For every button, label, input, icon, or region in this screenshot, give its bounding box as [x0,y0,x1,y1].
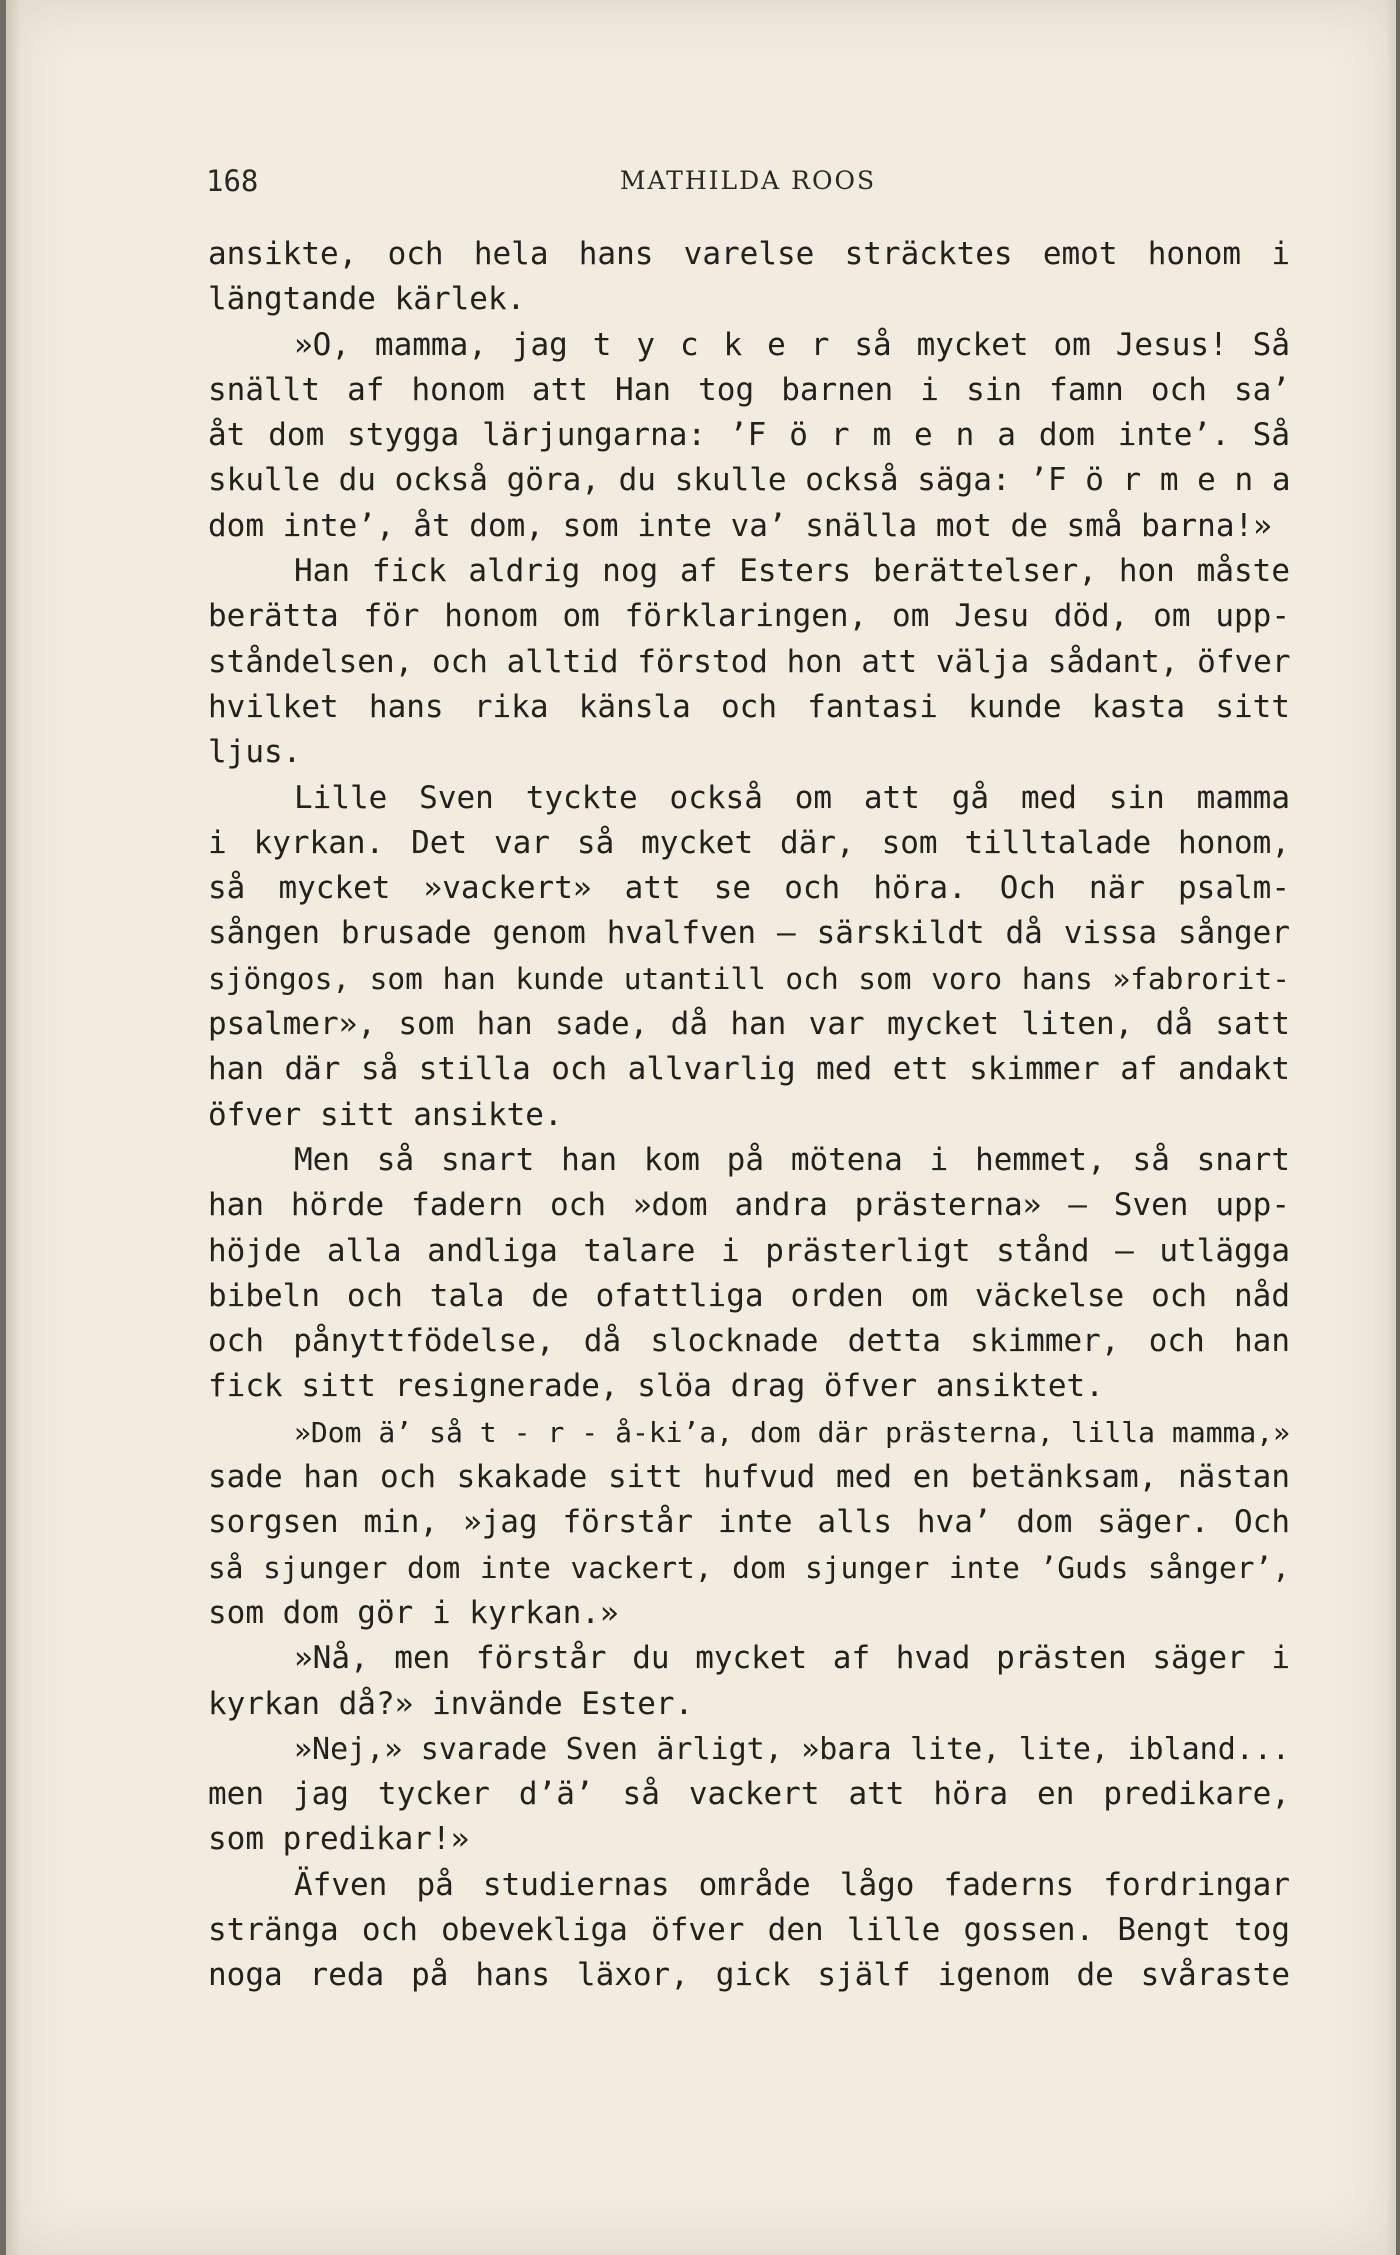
text-line: Men så snart han kom på mötena i hemmet, så snart [294,1141,1290,1178]
text-line: »O, mamma, jag t y c k e r så mycket om Jesus! Så [294,326,1290,363]
text-line: längtande kärlek. [208,281,526,318]
text-line: fick sitt resignerade, slöa drag öfver ansiktet. [208,1368,1104,1405]
text-line: han hörde fadern och »dom andra prästerna» — Sven upp- [208,1187,1290,1224]
page-number: 168 [206,164,259,198]
text-line: så mycket »vackert» att se och höra. Och när psalm- [208,870,1290,907]
text-line: men jag tycker d’ä’ så vackert att höra en predikare, [208,1776,1290,1813]
text-line: stränga och obevekliga öfver den lille gossen. Bengt tog [208,1911,1290,1948]
body-text [208,232,1290,1999]
text-line: öfver sitt ansikte. [208,1096,563,1133]
text-line: åt dom stygga lärjungarna: ’F ö r m e n a dom inte’. Så [208,417,1290,454]
text-line: kyrkan då?» invände Ester. [208,1685,694,1722]
text-line: ljus. [208,734,302,771]
text-line: skulle du också göra, du skulle också säga: ’F ö r m e n a [208,462,1290,499]
text-line: ansikte, och hela hans varelse sträcktes emot honom i [208,236,1290,272]
text-line: »Nej,» svarade Sven ärligt, »bara lite, lite, ibland... [294,1731,1290,1767]
book-page [6,0,1396,2255]
text-line: bibeln och tala de ofattliga orden om väckelse och nåd [208,1277,1290,1314]
text-line: sade han och skakade sitt hufvud med en betänksam, nästan [208,1459,1290,1496]
page-header [206,164,1290,200]
text-line: ståndelsen, och alltid förstod hon att välja sådant, öfver [208,643,1290,680]
text-line: dom inte’, åt dom, som inte va’ snälla mot de små barna!» [208,507,1272,544]
text-line: så sjunger dom inte vackert, dom sjunger inte ’Guds sånger’, [208,1550,1290,1585]
text-line: Han fick aldrig nog af Esters berättelser, hon måste [294,553,1290,590]
text-line: snällt af honom att Han tog barnen i sin famn och sa’ [208,371,1290,408]
text-line: och pånyttfödelse, då slocknade detta skimmer, och han [208,1323,1290,1360]
text-line: »Nå, men förstår du mycket af hvad prästen säger i [294,1640,1290,1677]
text-line: psalmer», som han sade, då han var mycket liten, då satt [208,1006,1290,1043]
text-line: noga reda på hans läxor, gick själf igenom de svåraste [208,1957,1290,1994]
text-line: Lille Sven tyckte också om att gå med sin mamma [294,779,1290,816]
running-head: MATHILDA ROOS [619,166,877,195]
text-line: hvilket hans rika känsla och fantasi kunde kasta sitt [208,688,1290,725]
text-line: som dom gör i kyrkan.» [208,1594,619,1631]
text-line: höjde alla andliga talare i prästerligt stånd — utlägga [208,1232,1290,1269]
text-line: sorgsen min, »jag förstår inte alls hva’ dom säger. Och [208,1504,1290,1541]
text-line: »Dom ä’ så t - r - å-ki’a, dom där prästerna, lilla mamma,» [294,1415,1290,1449]
text-line: Äfven på studiernas område lågo faderns fordringar [294,1866,1290,1903]
text-line: sången brusade genom hvalfven — särskildt då vissa sånger [208,915,1290,952]
text-line: som predikar!» [208,1821,470,1858]
text-line: han där så stilla och allvarlig med ett skimmer af andakt [208,1051,1290,1088]
text-line: sjöngos, som han kunde utantill och som voro hans »fabrorit- [208,961,1290,996]
text-line: i kyrkan. Det var så mycket där, som tilltalade honom, [208,824,1290,861]
text-line: berätta för honom om förklaringen, om Jesu död, om upp- [208,598,1290,635]
